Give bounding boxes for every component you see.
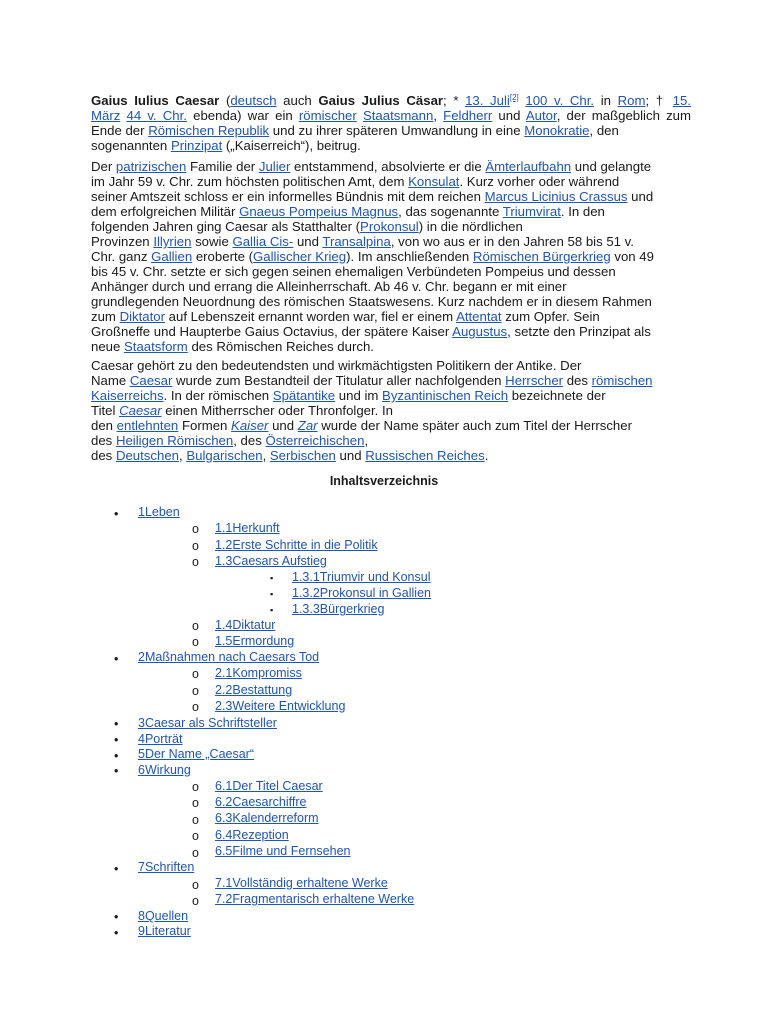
link-entlehnten[interactable]: entlehnten (116, 418, 179, 433)
text-line (91, 448, 691, 463)
text: Ende der (91, 123, 149, 138)
link-deutschen[interactable]: Deutschen (115, 448, 179, 463)
link-bulgarischen[interactable]: Bulgarischen (186, 448, 263, 463)
text: , das sogenannte (398, 204, 503, 219)
bullet-icon: ▪ (270, 605, 274, 615)
bullet-icon: • (114, 764, 119, 778)
toc-item[interactable]: 1.1Herkunft (215, 521, 280, 535)
bullet-icon: o (192, 796, 199, 810)
text: und (335, 448, 366, 463)
text-line (91, 108, 691, 123)
text: von 49 (610, 249, 654, 264)
toc-item[interactable]: 1Leben (138, 505, 180, 519)
link-prokonsul[interactable]: Prokonsul (360, 219, 419, 234)
text: und (492, 108, 526, 123)
link-patrizischen[interactable]: patrizischen (115, 159, 187, 174)
text: . Kurz vorher oder während (459, 174, 620, 189)
text: Großneffe und Haupterbe Gaius Octavius, der spätere Kaiser (91, 324, 453, 339)
link-julier[interactable]: Julier (258, 159, 291, 174)
bullet-icon: • (114, 749, 119, 763)
link-spaetantike[interactable]: Spätantike (272, 388, 336, 403)
text-line (91, 219, 691, 234)
text: ). Im anschließenden (346, 249, 473, 264)
bullet-icon: • (114, 910, 119, 924)
text: ) in die nördlichen (418, 219, 523, 234)
text-line: bis 45 v. Chr. setzte er sich gegen seinen ehemaligen Verbündeten Pompeius und dessen (91, 264, 616, 279)
toc-item[interactable]: 7Schriften (138, 860, 195, 874)
text: und (627, 189, 654, 204)
text: des (563, 373, 592, 388)
link-byzantinisches-reich[interactable]: Byzantinischen Reich (382, 388, 509, 403)
link-zar[interactable] (298, 418, 318, 433)
text: Familie der (186, 159, 259, 174)
link-rom[interactable]: Rom (617, 93, 646, 108)
toc-item[interactable]: 6.5Filme und Fernsehen (215, 844, 351, 858)
text: bezeichnete der (508, 388, 606, 403)
text-line (91, 388, 691, 403)
toc-item[interactable]: 3Caesar als Schriftsteller (138, 716, 277, 730)
bullet-icon: o (192, 846, 199, 860)
link-kaiser[interactable] (231, 418, 268, 433)
link-staatsmann[interactable]: Staatsmann (362, 108, 434, 123)
toc-item[interactable]: 2.2Bestattung (215, 683, 293, 697)
link-15-maerz[interactable]: 15. (672, 93, 691, 108)
link-serbischen[interactable]: Serbischen (269, 448, 336, 463)
text-line (91, 373, 691, 388)
bullet-icon: o (192, 894, 199, 908)
name-bold-alt: Gaius Julius Cäsar (318, 93, 444, 108)
text: und im (335, 388, 383, 403)
text: und (293, 234, 323, 249)
text: ebenda) war ein (186, 108, 299, 123)
text: und (268, 418, 298, 433)
text: auf Lebenszeit ernannt worden war, fiel er einem (165, 309, 457, 324)
text: Der (91, 159, 116, 174)
text: ; † (645, 93, 673, 108)
text: Titel (91, 403, 120, 418)
text-line (91, 174, 691, 189)
bullet-icon: o (192, 539, 199, 553)
bullet-icon: • (114, 652, 119, 666)
link-caesar[interactable]: Caesar (129, 373, 173, 388)
toc-item[interactable]: 6.4Rezeption (215, 828, 289, 842)
bullet-icon: o (192, 700, 199, 714)
text-line (91, 324, 691, 339)
link-buergerkrieg[interactable]: Römischen Bürgerkrieg (472, 249, 611, 264)
text: des (91, 448, 116, 463)
text: eroberte ( (192, 249, 254, 264)
link-roemischer[interactable]: römischer (298, 108, 357, 123)
footnote-link[interactable]: [2] (509, 93, 519, 102)
link-gallien[interactable]: Gallien (151, 249, 193, 264)
text: , (262, 448, 270, 463)
text: wurde zum Bestandteil der Titulatur aller nachfolgenden (172, 373, 506, 388)
text: , (364, 433, 369, 448)
bullet-icon: • (114, 507, 119, 521)
text: („Kaiserreich“), beitrug. (222, 138, 361, 153)
bullet-icon: o (192, 555, 199, 569)
link-monokratie[interactable]: Monokratie (524, 123, 590, 138)
toc-item[interactable]: 4Porträt (138, 732, 183, 746)
link-deutsch[interactable]: deutsch (230, 93, 277, 108)
text: Formen (178, 418, 232, 433)
italic-text: Zar (297, 418, 318, 433)
link-prinzipat[interactable]: Prinzipat (170, 138, 223, 153)
toc-item[interactable]: 7.2Fragmentarisch erhaltene Werke (215, 892, 415, 906)
text: und gelangte (571, 159, 652, 174)
bullet-icon: o (192, 684, 199, 698)
link-autor[interactable]: Autor (525, 108, 557, 123)
toc-item[interactable]: 2.1Kompromiss (215, 666, 302, 680)
text-line (91, 159, 691, 174)
toc-item[interactable]: 8Quellen (138, 909, 189, 923)
link-roemischen[interactable]: römischen (591, 373, 653, 388)
link-feldherr[interactable]: Feldherr (443, 108, 493, 123)
text-line (91, 309, 691, 324)
link-kaiserreichs[interactable]: Kaiserreichs (91, 388, 164, 403)
text: zum (91, 309, 120, 324)
text-line (91, 249, 691, 264)
bullet-icon: • (114, 926, 119, 940)
bullet-icon: o (192, 780, 199, 794)
bullet-icon: o (192, 667, 199, 681)
text: Provinzen (91, 234, 154, 249)
link-staatsform[interactable]: Staatsform (124, 339, 188, 354)
text: Chr. ganz (91, 249, 152, 264)
text: auch (276, 93, 319, 108)
text: sowie (191, 234, 233, 249)
text-line: Anhänger durch und errang die Alleinherrschaft. Ab 46 v. Chr. begann er mit einer (91, 279, 567, 294)
bullet-icon: • (114, 717, 119, 731)
text-line (91, 433, 691, 448)
bullet-icon: o (192, 619, 199, 633)
link-44-v-chr[interactable]: 44 v. Chr. (126, 108, 187, 123)
text: entstammend, absolvierte er die (290, 159, 486, 174)
toc-item[interactable]: 1.5Ermordung (215, 634, 295, 648)
text-line: grundlegenden Neuordnung des römischen Staatswesens. Kurz nachdem er in diesem Rahmen (91, 294, 652, 309)
text: des Römischen Reiches durch. (187, 339, 374, 354)
text: einen Mitherrscher oder Thronfolger. In (161, 403, 394, 418)
text-line (91, 138, 691, 153)
toc-item[interactable]: 7.1Vollständig erhaltene Werke (215, 876, 388, 890)
toc-item[interactable]: 1.3Caesars Aufstieg (215, 554, 327, 568)
text-line (91, 418, 691, 433)
text: im Jahr 59 v. Chr. zum höchsten politischen Amt, dem (91, 174, 409, 189)
toc-title: Inhaltsverzeichnis (329, 474, 439, 488)
toc-item[interactable]: 2.3Weitere Entwicklung (215, 699, 346, 713)
link-pompeius[interactable]: Gnaeus Pompeius Magnus (239, 204, 399, 219)
link-100-v-chr[interactable]: 100 v. Chr. (525, 93, 595, 108)
text: ; * (443, 93, 466, 108)
link-caesar-title[interactable] (119, 403, 162, 418)
text: den (91, 418, 117, 433)
toc-item[interactable]: 1.3.1Triumvir und Konsul (292, 570, 431, 584)
toc-item[interactable]: 2Maßnahmen nach Caesars Tod (138, 650, 320, 664)
text: . In den (560, 204, 605, 219)
link-augustus[interactable]: Augustus (452, 324, 508, 339)
bullet-icon: • (114, 733, 119, 747)
link-attentat[interactable]: Attentat (456, 309, 502, 324)
text: , der maßgeblich zum (556, 108, 691, 123)
toc-item[interactable]: 6Wirkung (138, 763, 191, 777)
toc-item[interactable]: 5Der Name „Caesar“ (138, 747, 255, 761)
toc-item[interactable]: 1.4Diktatur (215, 618, 276, 632)
bullet-icon: • (114, 862, 119, 876)
toc-item[interactable]: 1.3.3Bürgerkrieg (292, 602, 385, 616)
bullet-icon: o (192, 635, 199, 649)
italic-text: Kaiser (231, 418, 269, 433)
link-diktator[interactable]: Diktator (119, 309, 166, 324)
text: . (484, 448, 489, 463)
text-line (91, 123, 691, 138)
text: , (433, 108, 444, 123)
text: sogenannten (91, 138, 171, 153)
link-roemische-republik[interactable]: Römischen Republik (148, 123, 270, 138)
toc-item[interactable]: 1.2Erste Schritte in die Politik (215, 538, 378, 552)
link-konsulat[interactable]: Konsulat (408, 174, 460, 189)
text: , von wo aus er in den Jahren 58 bis 51 v. (390, 234, 634, 249)
text: , des (233, 433, 266, 448)
text-line (91, 403, 691, 418)
text: des (91, 433, 116, 448)
text: dem erfolgreichen Militär (91, 204, 240, 219)
text: und zu ihrer späteren Umwandlung in eine (269, 123, 525, 138)
link-triumvirat[interactable]: Triumvirat (502, 204, 561, 219)
text: folgenden Jahren ging Caesar als Statthalter ( (91, 219, 361, 234)
link-russisches-reich[interactable]: Russischen Reiches (365, 448, 485, 463)
bullet-icon: o (192, 813, 199, 827)
toc-item[interactable]: 1.3.2Prokonsul in Gallien (292, 586, 431, 600)
link-13-juli[interactable]: 13. Juli (465, 93, 510, 108)
text: ( (219, 93, 231, 108)
link-aemterlaufbahn[interactable]: Ämterlaufbahn (485, 159, 572, 174)
text-line (91, 234, 691, 249)
text: neue (91, 339, 125, 354)
text-line (91, 339, 691, 354)
toc-item[interactable]: 9Literatur (138, 924, 191, 938)
link-maerz[interactable]: März (91, 108, 121, 123)
link-gallischer-krieg[interactable]: Gallischer Krieg (253, 249, 347, 264)
text: , den (589, 123, 619, 138)
link-transalpina[interactable]: Transalpina (322, 234, 391, 249)
text-line (91, 189, 691, 204)
intro-paragraph (91, 93, 691, 153)
text-line (91, 93, 691, 108)
bullet-icon: o (192, 829, 199, 843)
toc-item[interactable]: 6.3Kalenderreform (215, 811, 319, 825)
text-line: Caesar gehört zu den bedeutendsten und wirkmächtigsten Politikern der Antike. Der (91, 358, 582, 373)
toc-item[interactable]: 6.2Caesarchiffre (215, 795, 307, 809)
career-paragraph (91, 159, 691, 354)
link-heiliges-roemisches[interactable]: Heiligen Römischen (115, 433, 234, 448)
link-crassus[interactable]: Marcus Licinius Crassus (484, 189, 628, 204)
text: zum Opfer. Sein (501, 309, 600, 324)
legacy-paragraph (91, 358, 691, 463)
bullet-icon: ▪ (270, 573, 274, 583)
link-gallia-cis[interactable]: Gallia Cis- (232, 234, 294, 249)
text: . In der römischen (163, 388, 273, 403)
name-bold: Gaius Iulius Caesar (91, 93, 220, 108)
link-illyrien[interactable]: Illyrien (153, 234, 192, 249)
bullet-icon: o (192, 878, 199, 892)
text: Name (91, 373, 130, 388)
text: , setzte den Prinzipat als (507, 324, 651, 339)
italic-text: Caesar (119, 403, 162, 418)
bullet-icon: o (192, 522, 199, 536)
link-oesterreichisches[interactable]: Österreichischen (265, 433, 365, 448)
text-line (91, 204, 691, 219)
bullet-icon: ▪ (270, 589, 274, 599)
text: wurde der Name später auch zum Titel der Herrscher (317, 418, 632, 433)
text: , (178, 448, 187, 463)
toc-item[interactable]: 6.1Der Titel Caesar (215, 779, 323, 793)
text: in (594, 93, 618, 108)
link-herrscher[interactable]: Herrscher (505, 373, 564, 388)
text: seiner Amtszeit schloss er ein informelles Bündnis mit dem reichen (91, 189, 485, 204)
